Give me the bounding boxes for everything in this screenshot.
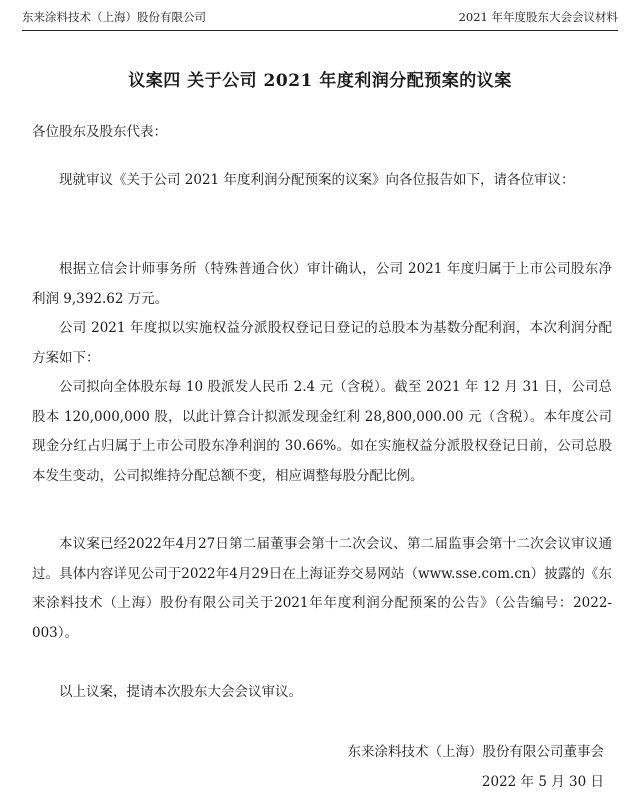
distribution-plan-paragraph: 公司拟向全体股东每 10 股派发人民币 2.4 元（含税）。截至 2021 年 12 月 31 日，公司总股本 120,000,000 股，以此计算合计拟派发现金红利 28,800,000.00 元（含税）。本年度公司现金分红占归属于上市公司股东净利润的 30.66%。如在实施权益分派股权登记日前，公司总股本发生变动，公司拟维持分配总额不变，相应调整每股分配比例。 — [32, 379, 612, 484]
page-header — [22, 8, 618, 31]
signature-org: 东来涂料技术（上海）股份有限公司董事会 — [347, 744, 604, 760]
salutation: 各位股东及股东代表： — [32, 124, 167, 140]
intro-paragraph: 现就审议《关于公司 2021 年度利润分配预案的议案》向各位报告如下，请各位审议： — [59, 172, 575, 188]
header-company: 东来涂料技术（上海）股份有限公司 — [22, 10, 206, 24]
document-title: 议案四 关于公司 2021 年度利润分配预案的议案 — [128, 71, 512, 91]
distribution-basis-paragraph: 公司 2021 年度拟以实施权益分派股权登记日登记的总股本为基数分配利润，本次利润分配方案如下： — [32, 320, 612, 366]
signature-date: 2022 年 5 月 30 日 — [481, 774, 604, 790]
approval-paragraph: 本议案已经2022年4月27日第二届董事会第十二次会议、第二届监事会第十二次会议审议通过。具体内容详见公司于2022年4月29日在上海证券交易网站（www.sse.com.cn）披露的《东来涂料技术（上海）股份有限公司关于2021年年度利润分配预案的公告》（公告编号：2022-003）。 — [32, 536, 612, 641]
header-doc-type: 2021 年年度股东大会会议材料 — [458, 10, 618, 24]
request-paragraph: 以上议案，提请本次股东大会会议审议。 — [59, 684, 302, 700]
net-profit-paragraph: 根据立信会计师事务所（特殊普通合伙）审计确认，公司 2021 年度归属于上市公司股东净利润 9,392.62 万元。 — [32, 261, 612, 307]
